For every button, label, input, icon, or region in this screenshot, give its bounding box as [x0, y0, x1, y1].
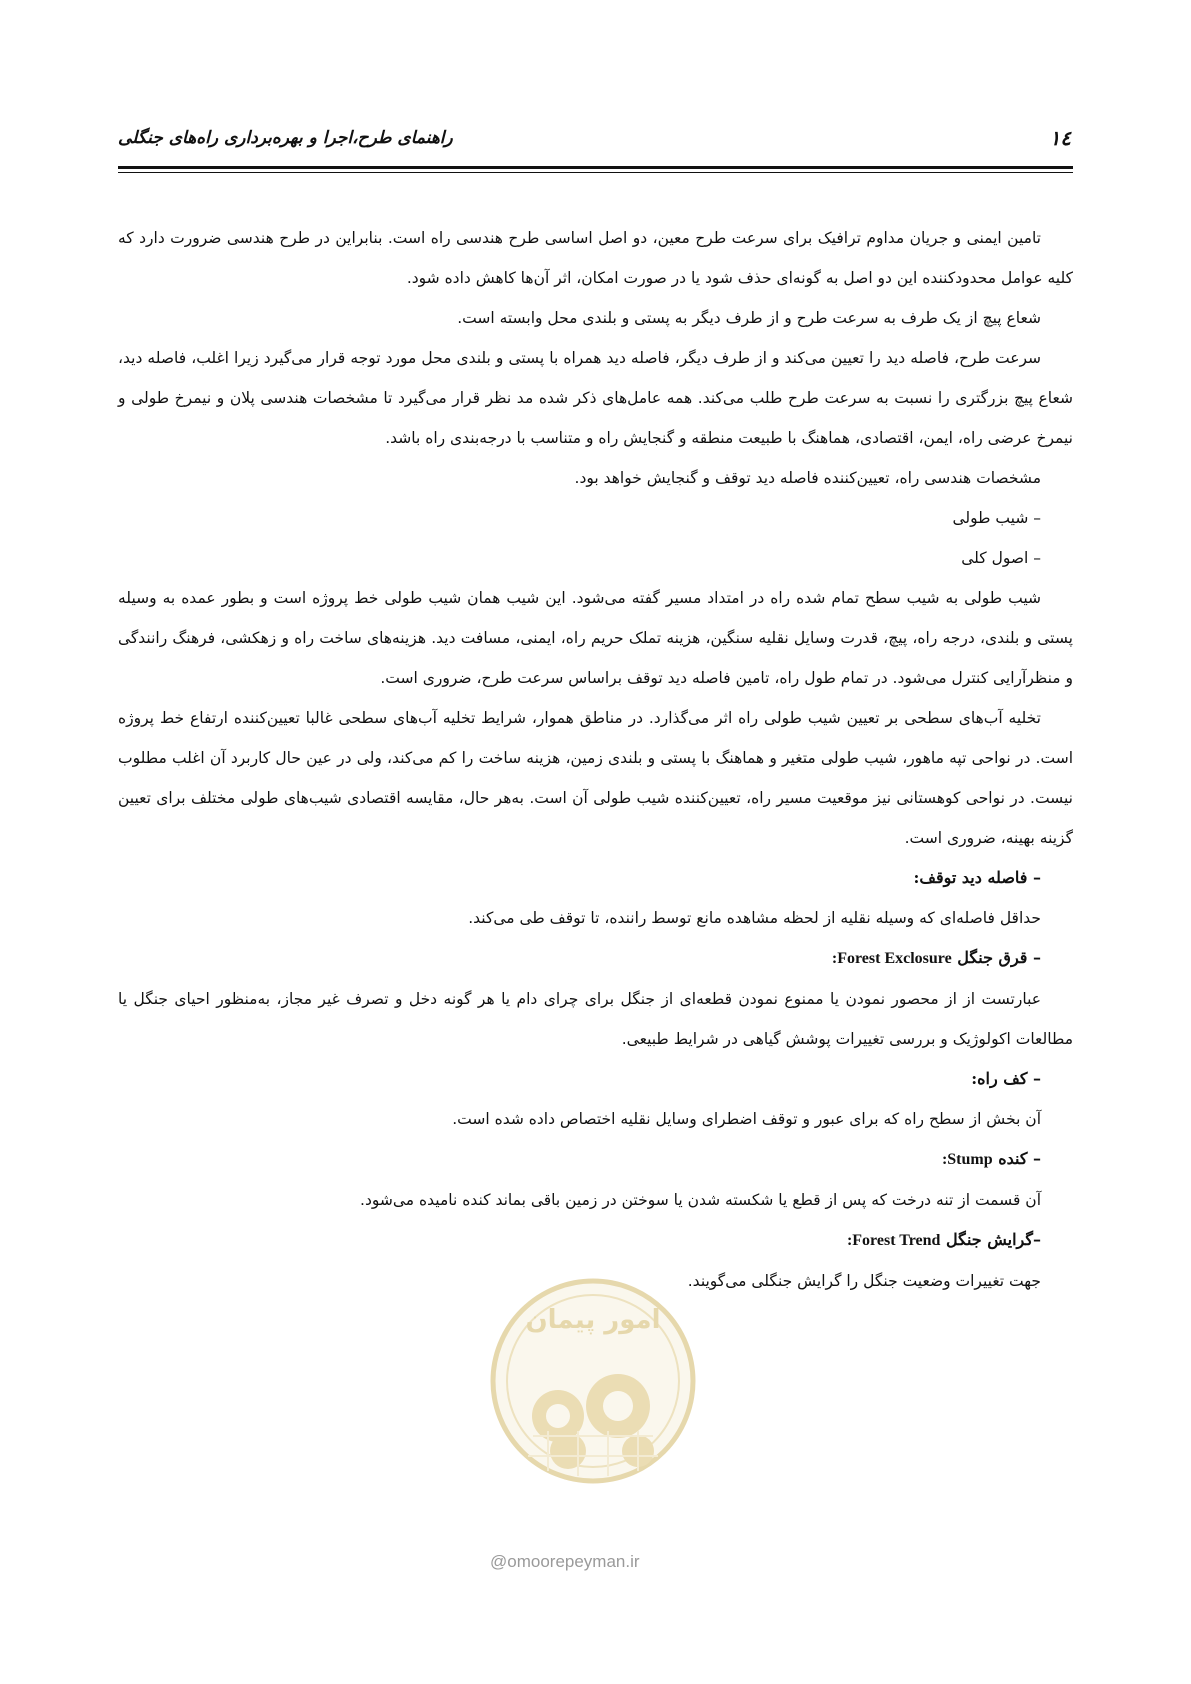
body-text — [118, 218, 1073, 1301]
header-title: راهنمای طرح،اجرا و بهره‌برداری راه‌های جنگلی — [118, 128, 453, 148]
watermark-logo-icon — [488, 1266, 698, 1496]
heading-latin: Forest Exclosure: — [831, 950, 952, 967]
heading-persian: –گرایش جنگل — [946, 1230, 1041, 1249]
paragraph: تامین ایمنی و جریان مداوم ترافیک برای سرعت طرح معین، دو اصل اساسی طرح هندسی راه است. بنابراین در طرح هندسی ضرورت دارد که کلیه عوامل محدودکننده این دو اصل به گونه‌ای حذف شود یا در صورت امکان، اثر آن‌ها کاهش داده شود. — [118, 229, 1073, 287]
page-header — [118, 128, 1071, 154]
paragraph: مشخصات هندسی راه، تعیین‌کننده فاصله دید توقف و گنجایش خواهد بود. — [574, 469, 1041, 487]
heading-latin: Forest Trend: — [846, 1232, 941, 1249]
page-number: ۱٤ — [1049, 126, 1071, 150]
section-heading: – فاصله دید توقف: — [913, 868, 1041, 887]
list-item: – اصول کلی — [961, 549, 1041, 567]
paragraph: حداقل فاصله‌ای که وسیله نقلیه از لحظه مشاهده مانع توسط راننده، تا توقف طی می‌کند. — [468, 909, 1041, 927]
heading-latin: Stump: — [941, 1151, 993, 1168]
paragraph: آن قسمت از تنه درخت که پس از قطع یا شکسته شدن یا سوختن در زمین باقی بماند کنده نامیده می‌شود. — [360, 1191, 1041, 1209]
section-heading — [118, 938, 1073, 979]
header-rule-thin — [118, 172, 1073, 173]
paragraph: جهت تغییرات وضعیت جنگل را گرایش جنگلی می‌گویند. — [687, 1272, 1041, 1290]
paragraph: عبارتست از از محصور نمودن یا ممنوع نمودن قطعه‌ای از جنگل برای چرای دام یا هر گونه دخل و تصرف غیر مجاز، به‌منظور احیای جنگل یا مطالعات اکولوژیک و بررسی تغییرات پوشش گیاهی در شرایط طبیعی. — [118, 990, 1073, 1048]
watermark-url: @omoorepeyman.ir — [490, 1552, 640, 1571]
paragraph: شعاع پیچ از یک طرف به سرعت طرح و از طرف دیگر به پستی و بلندی محل وابسته است. — [457, 309, 1041, 327]
heading-persian: – کنده — [998, 1149, 1041, 1168]
section-heading — [118, 1220, 1073, 1261]
paragraph: شیب طولی به شیب سطح تمام شده راه در امتداد مسیر گفته می‌شود. این شیب همان شیب طولی خط پروژه است و بطور عمده به وسیله پستی و بلندی، درجه راه، پیچ، قدرت وسایل نقلیه سنگین، هزینه تملک حریم راه، ایمنی، مسافت دید. هزینه‌های ساخت راه و زهکشی، فرهنگ رانندگی و منظرآرایی کنترل می‌شود. در تمام طول راه، تامین فاصله دید توقف براساس سرعت طرح، ضروری است. — [118, 589, 1073, 687]
heading-persian: – قرق جنگل — [957, 948, 1041, 967]
header-rule-thick — [118, 166, 1073, 169]
paragraph: تخلیه آب‌های سطحی بر تعیین شیب طولی راه اثر می‌گذارد. در مناطق هموار، شرایط تخلیه آب‌های سطحی غالبا تعیین‌کننده ارتفاع خط پروژه است. در نواحی تپه ماهور، شیب طولی متغیر و هماهنگ با پستی و بلندی زمین، هزینه ساخت را کم می‌کند، ولی در عین حال کاربرد آن اغلب مطلوب نیست. در نواحی کوهستانی نیز موقعیت مسیر راه، تعیین‌کننده شیب طولی آن است. به‌هر حال، مقایسه اقتصادی شیب‌های طولی مختلف برای تعیین گزینه بهینه، ضروری است. — [118, 709, 1073, 847]
watermark-logo-text: امور پیمان — [525, 1305, 661, 1335]
section-heading: – کف راه: — [971, 1069, 1041, 1088]
list-item: – شیب طولی — [952, 509, 1041, 527]
paragraph: سرعت طرح، فاصله دید را تعیین می‌کند و از طرف دیگر، فاصله دید همراه با پستی و بلندی محل مورد توجه قرار می‌گیرد زیرا اغلب، فاصله دید، شعاع پیچ بزرگتری را نسبت به سرعت طرح طلب می‌کند. همه عامل‌های ذکر شده مد نظر قرار می‌گیرد تا مشخصات هندسی پلان و نیمرخ طولی و نیمرخ عرضی راه، ایمن، اقتصادی، هماهنگ با طبیعت منطقه و گنجایش راه و متناسب با درجه‌بندی راه باشد. — [118, 349, 1073, 447]
paragraph: آن بخش از سطح راه که برای عبور و توقف اضطرای وسایل نقلیه اختصاص داده شده است. — [452, 1110, 1041, 1128]
section-heading — [118, 1139, 1073, 1180]
